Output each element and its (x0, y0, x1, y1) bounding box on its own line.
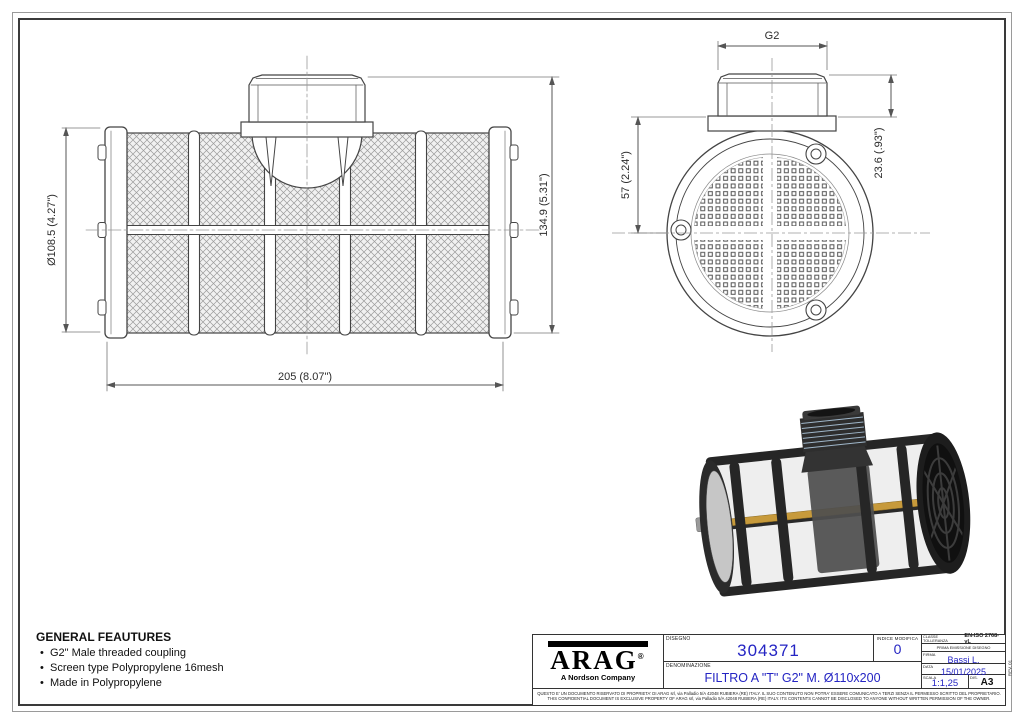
cell-denominazione (664, 662, 921, 688)
cell-disegno (664, 635, 874, 661)
signature: Bassi L. (947, 654, 980, 665)
cell-firma (922, 652, 1005, 664)
scala-label: SCALA (923, 675, 937, 681)
disegno-label: DISEGNO (666, 636, 691, 642)
title-block (532, 634, 1006, 706)
part-name: FILTRO A "T" G2" M. Ø110x200 (704, 671, 881, 686)
classe-label: CLASSE TOLLERANZA (923, 635, 948, 643)
side-view-drawing (612, 41, 930, 352)
dim-label-diameter: Ø108.5 (4.27") (46, 194, 58, 266)
cell-formato (969, 675, 1005, 688)
prima-emissione-label: PRIMA EMISSIONE DISEGNO (936, 644, 991, 650)
revision-index: 0 (893, 641, 902, 657)
arag-logo (533, 635, 664, 688)
dim-label-neck: 23.6 (.93") (873, 127, 885, 179)
confidentiality-notice (533, 688, 1005, 705)
classe-value: EN-ISO 2768-vL (964, 633, 999, 645)
cell-scala-formato (922, 675, 1005, 688)
denominazione-label: DENOMINAZIONE (666, 663, 711, 670)
notice-line-en: THIS CONFIDENTIAL DOCUMENT IS EXCLUSIVE PROPERTY OF ARAG srl, via Palladio 5/A 42048 RUBIERA (RE) ITALY. ITS CONTENTS CANNOT BE DISCLOSED TO ANYONE WITHOUT WRITTEN PERMISSION OF THE OWNER. (547, 696, 991, 702)
feature-item: • Made in Polypropylene (36, 676, 336, 691)
arag-logo-text: ARAG (550, 644, 638, 675)
scale-value: 1:1,25 (931, 677, 959, 689)
cell-prima-emissione (922, 644, 1005, 652)
cell-data (922, 664, 1005, 676)
front-view-drawing (62, 56, 559, 391)
dim-label-height: 134.9 (5.31") (538, 173, 550, 237)
render-3d (686, 395, 977, 600)
dim-label-depth: 57 (2.24") (620, 151, 632, 199)
notice-line-it: QUESTO E' UN DOCUMENTO RISERVATO DI PROPRIETA' DI ARAG srl, via Palladio 5/A 42048 RUBIERA (RE) ITALY. IL SUO CONTENUTO NON POTRA' ESSERE COMUNICATO A TERZI SENZA IL PERMESSO SCRITTO DEL PROPRIETARIO. (537, 691, 1001, 696)
general-features (36, 630, 336, 691)
cell-scala (922, 675, 969, 688)
rev-margin-note: REV. 01 (1007, 659, 1013, 677)
arag-logo-subtitle: A Nordson Company (560, 673, 636, 683)
sheet-format: A3 (980, 677, 994, 689)
registered-mark: ® (637, 651, 646, 661)
firma-label: FIRMA (923, 651, 936, 657)
data-label: DATA (923, 663, 934, 669)
indice-label: INDICE MODIFICA (876, 636, 919, 641)
dim-label-thread: G2 (764, 30, 780, 42)
date: 15/01/2025 (940, 666, 987, 677)
cell-indice-modifica (874, 635, 921, 661)
dim-label-length: 205 (8.07") (277, 371, 333, 383)
drawing-number: 304371 (737, 641, 800, 660)
cell-classe-tolleranza (922, 635, 1005, 644)
formato-label: DIS. (970, 675, 978, 681)
feature-item: • G2" Male threaded coupling (36, 646, 336, 661)
features-title: GENERAL FEAUTURES (36, 630, 172, 644)
feature-item: • Screen type Polypropylene 16mesh (36, 661, 336, 676)
